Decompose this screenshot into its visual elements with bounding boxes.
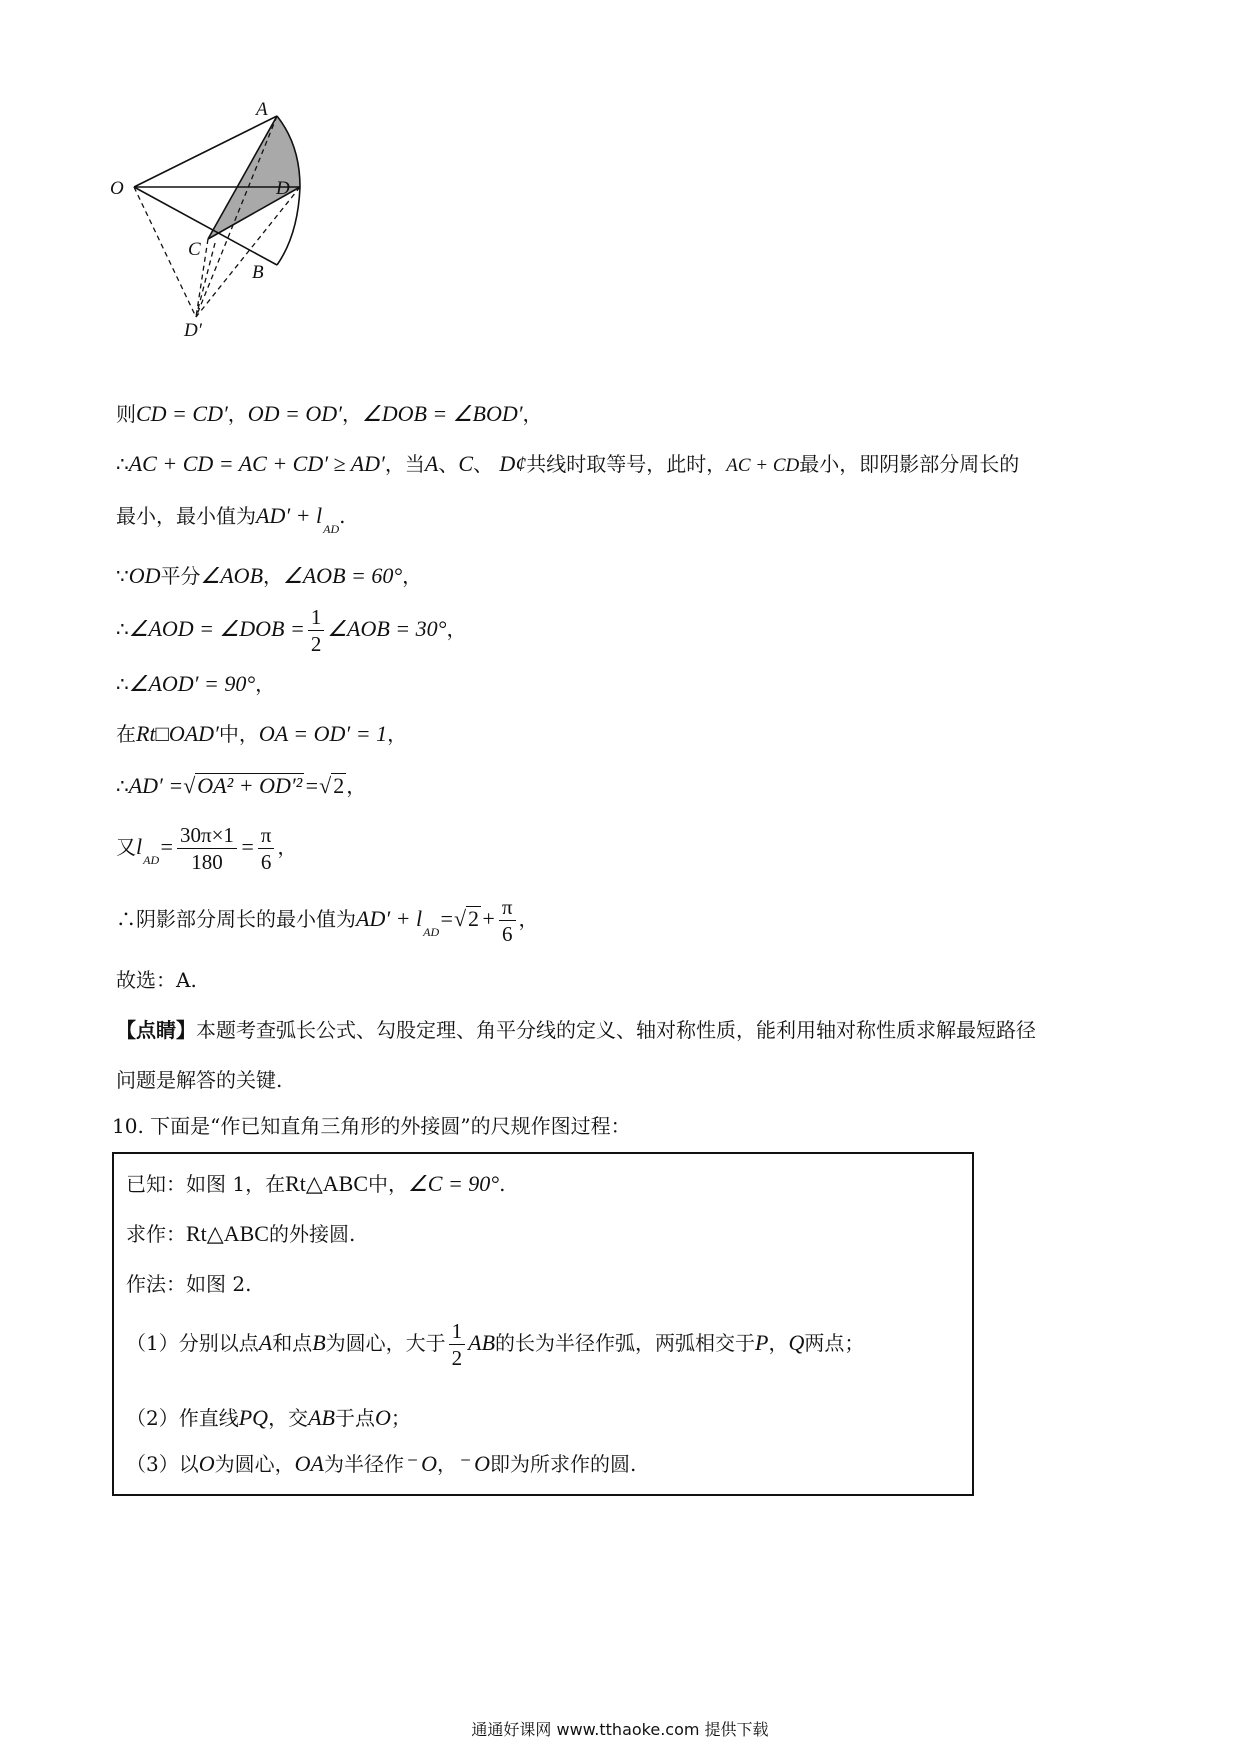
- box-line-step-1: （1）分别以点A和点B为圆心，大于 $\frac{1}{2}$ AB的长为半径作弧，两弧相交于P，Q两点；: [126, 1319, 865, 1370]
- solution-line-7: 在Rt□OAD′中，OA = OD′ = 1，: [116, 721, 408, 746]
- answer-line: 故选：A.: [116, 968, 197, 992]
- sqrt-radicand: OA² + OD′²: [197, 773, 303, 798]
- fraction-one-half: $\frac{1}{2}$: [308, 604, 325, 657]
- figure-svg: [110, 95, 350, 380]
- geometry-figure: [110, 95, 350, 380]
- solution-line-6: ∴∠AOD′ = 90°，: [116, 671, 276, 696]
- box-line-given: 已知：如图 1，在Rt△ABC中，∠C = 90°.: [126, 1171, 506, 1196]
- label-C: C: [188, 239, 201, 260]
- question-10-title: 10. 下面是“作已知直角三角形的外接圆”的尺规作图过程：: [112, 1114, 631, 1138]
- solution-line-4: ∵OD平分∠AOB，∠AOB = 60°，: [116, 563, 423, 588]
- page-footer: 通通好课网 www.tthaoke.com 提供下载: [471, 1720, 769, 1739]
- box-line-construct: 求作：Rt△ABC的外接圆.: [126, 1221, 356, 1246]
- box-line-step-3: （3）以O为圆心，OA为半径作⁻ O，⁻ O即为所求作的圆.: [126, 1451, 637, 1476]
- problem-box: [112, 1152, 974, 1496]
- box-line-method: 作法：如图 2.: [126, 1272, 252, 1296]
- solution-line-3: 最小，最小值为$AD' + l_{AD}$.: [116, 503, 346, 536]
- solution-line-8: ∴AD′ =√OA² + OD′²=√2 ，: [116, 773, 367, 798]
- label-O: O: [110, 178, 124, 199]
- solution-line-5: ∴∠AOD = ∠DOB = $\frac{1}{2}$ ∠AOB = 30°，: [116, 605, 467, 656]
- dashed-OD-prime: [134, 187, 196, 317]
- box-line-step-2: （2）作直线PQ，交AB于点O；: [126, 1405, 411, 1430]
- solution-line-9: 又$l_{AD}=$ $\frac{30\pi\times 1}{180}$ = $\frac{\pi}{6}$ ，: [116, 823, 298, 874]
- fraction-half-ab: $\frac{1}{2}$: [449, 1318, 466, 1371]
- label-A: A: [256, 99, 268, 120]
- comment-tag: 【点睛】: [116, 1018, 196, 1042]
- label-D-prime: D′: [184, 320, 202, 341]
- solution-line-10: ∴阴影部分周长的最小值为$AD' + l_{AD}=√2+$ $\frac{\pi}{6}$ ，: [116, 895, 539, 946]
- fraction-pi-six: $\frac{\pi}{6}$: [258, 822, 275, 875]
- solution-line-1: 则CD = CD′，OD = OD′，∠DOB = ∠BOD′，: [116, 401, 543, 426]
- comment-line: 【点睛】本题考查弧长公式、勾股定理、角平分线的定义、轴对称性质，能利用轴对称性质求解最短路径: [116, 1018, 1036, 1042]
- label-B: B: [252, 262, 264, 283]
- label-D: D: [276, 178, 290, 199]
- fraction-arc-length: $\frac{30\pi\times 1}{180}$: [177, 822, 237, 875]
- fraction-pi-six-final: $\frac{\pi}{6}$: [499, 894, 516, 947]
- comment-line-2: 问题是解答的关键.: [116, 1068, 283, 1092]
- solution-line-2: ∴AC + CD = AC + CD′ ≥ AD′，当A、C、 D¢共线时取等号，此时，AC + CD最小，即阴影部分周长的: [116, 451, 1020, 476]
